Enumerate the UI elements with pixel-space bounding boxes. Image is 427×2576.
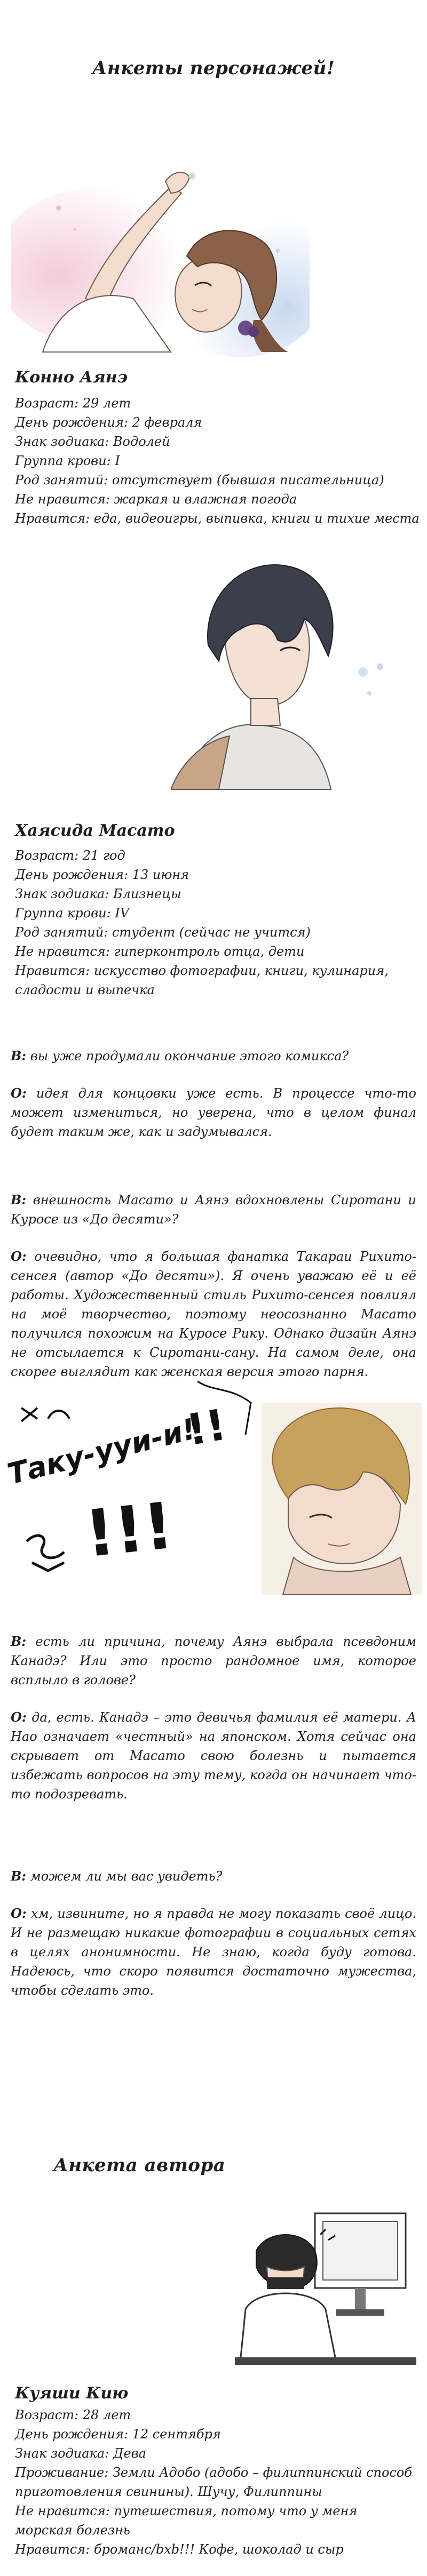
character1-blood-type: Группа крови: I bbox=[15, 453, 120, 468]
character2-occupation: Род занятий: студент (сейчас не учится) bbox=[15, 925, 311, 940]
character1-age: Возраст: 29 лет bbox=[15, 396, 131, 411]
answer-label: О: bbox=[11, 1085, 27, 1101]
answer-1 bbox=[11, 1084, 416, 1141]
character2-name: Хаясида Масато bbox=[15, 821, 175, 840]
author-residence-cont: приготовления свинины). Шучу, Филиппины bbox=[15, 2484, 322, 2499]
author-birthday: День рождения: 12 сентября bbox=[15, 2427, 221, 2442]
author-age: Возраст: 28 лет bbox=[15, 2407, 131, 2422]
angry-scribble-icon bbox=[16, 1520, 80, 1579]
answer-text: хм, извините, но я правда не могу показать своё лицо. И не размещаю никакие фотографии в социальных сетях в целях анонимности. Не знаю, когда буду готова. Надеюсь, что скоро появится достаточно мужества, чтобы сделать это. bbox=[11, 1906, 416, 1998]
character1-zodiac: Знак зодиака: Водолей bbox=[15, 434, 170, 449]
answer-2 bbox=[11, 1247, 416, 1381]
author-illustration bbox=[235, 2203, 416, 2379]
author-dislikes: Не нравится: путешествия, потому что у меня bbox=[15, 2503, 358, 2518]
exclamation-marks: !!! bbox=[82, 1489, 177, 1572]
author-name: Куяши Кию bbox=[15, 2384, 129, 2403]
answer-text: очевидно, что я большая фанатка Такараи Рихито-сенсея (автор «До десяти»). Я очень уважаю её и её работы. Художественный стиль Рихито-сенсея повлиял на моё творчество, поэтому неосознанно Масато получился похожим на Куросе Рику. Однако дизайн Аянэ не отсылается к Сиротани-сану. На самом деле, она скорее выглядит как женская версия этого парня. bbox=[11, 1249, 416, 1379]
qa-block-1 bbox=[11, 1046, 416, 1141]
author-residence: Проживание: Земли Адобо (адобо – филиппинский способ bbox=[15, 2465, 412, 2480]
character1-name: Конно Аянэ bbox=[15, 368, 128, 387]
question-label: В: bbox=[11, 1192, 27, 1207]
character2-age: Возраст: 21 год bbox=[15, 848, 125, 863]
author-section-title: Анкета автора bbox=[53, 2155, 226, 2176]
character1-illustration bbox=[11, 144, 310, 357]
character1-dislikes: Не нравится: жаркая и влажная погода bbox=[15, 492, 297, 507]
character1-occupation: Род занятий: отсутствует (бывшая писательница) bbox=[15, 473, 384, 487]
character2-likes: Нравится: искусство фотографии, книги, кулинария, bbox=[15, 963, 389, 978]
question-text: внешность Масато и Аянэ вдохновлены Сиротани и Куросе из «До десяти»? bbox=[11, 1193, 416, 1227]
answer-label: О: bbox=[11, 1249, 27, 1264]
character2-zodiac: Знак зодиака: Близнецы bbox=[15, 886, 181, 901]
character1-profile bbox=[15, 394, 420, 528]
character2-blood-type: Группа крови: IV bbox=[15, 906, 130, 921]
qa-block-2 bbox=[11, 1190, 416, 1381]
answer-label: О: bbox=[11, 1906, 27, 1921]
question-label: В: bbox=[11, 1048, 27, 1063]
character1-birthday: День рождения: 2 февраля bbox=[15, 415, 202, 430]
question-text: можем ли мы вас увидеть? bbox=[30, 1869, 223, 1884]
author-zodiac: Знак зодиака: Дева bbox=[15, 2446, 146, 2461]
answer-4 bbox=[11, 1904, 416, 2000]
character2-dislikes: Не нравится: гиперконтроль отца, дети bbox=[15, 944, 305, 959]
answer-text: да, есть. Канадэ – это девичья фамилия её матери. А Нао означает «честный» на японском. Хотя сейчас она скрывает от Масато свою болезнь и пытается избежать вопросов на эту тему, когда он начинает что-то подозревать. bbox=[11, 1710, 416, 1802]
character2-illustration bbox=[171, 539, 400, 795]
qa-block-3 bbox=[11, 1632, 416, 1804]
author-profile bbox=[15, 2405, 412, 2559]
question-4 bbox=[11, 1867, 416, 1886]
question-3 bbox=[11, 1632, 416, 1690]
answer-label: О: bbox=[11, 1709, 27, 1725]
character1-likes: Нравится: еда, видеоигры, выпивка, книги и тихие места bbox=[15, 511, 420, 526]
question-text: вы уже продумали окончание этого комикса? bbox=[30, 1049, 349, 1063]
character2-profile bbox=[15, 846, 389, 999]
character2-likes-cont: сладости и выпечка bbox=[15, 982, 155, 997]
answer-text: идея для концовки уже есть. В процессе что-то может измениться, но уверена, что в целом финал будет таким же, как и задумывался. bbox=[11, 1086, 416, 1139]
author-likes: Нравится: броманс/bxb!!! Кофе, шоколад и сыр bbox=[15, 2542, 344, 2557]
qa-block-4 bbox=[11, 1867, 416, 2000]
question-label: В: bbox=[11, 1868, 27, 1884]
question-1 bbox=[11, 1046, 416, 1066]
question-2 bbox=[11, 1190, 416, 1229]
author-dislikes-cont: морская болезнь bbox=[15, 2523, 130, 2538]
question-label: В: bbox=[11, 1634, 27, 1649]
shout-text: Таку-ууи-и! bbox=[4, 1412, 199, 1491]
page-title: Анкеты персонажей! bbox=[92, 58, 335, 79]
question-text: есть ли причина, почему Аянэ выбрала псевдоним Канадэ? Или это просто рандомное имя, которое всплыло в голове? bbox=[11, 1634, 416, 1687]
character2-birthday: День рождения: 13 июня bbox=[15, 867, 189, 882]
angry-doodle-icon bbox=[16, 1397, 80, 1440]
answer-3 bbox=[11, 1708, 416, 1804]
exclamation-marks-small: !! bbox=[183, 1399, 230, 1455]
